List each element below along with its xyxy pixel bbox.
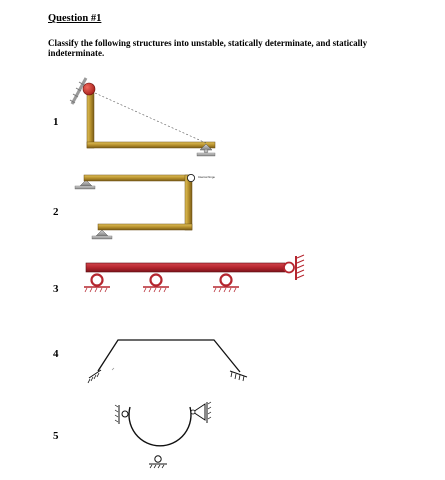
left-inclined-support — [88, 370, 101, 383]
dashed-reference-line — [95, 93, 206, 143]
bottom-horizontal-member — [98, 224, 192, 230]
structure-number-2: 2 — [53, 206, 59, 218]
bottom-left-support — [92, 230, 112, 239]
arch-member — [129, 407, 191, 446]
horizontal-member — [87, 142, 215, 148]
fixed-support — [284, 255, 304, 280]
roller-support-3 — [213, 275, 239, 293]
structure-2-frame — [75, 174, 195, 239]
left-roller-support — [115, 405, 128, 424]
frame-members — [98, 340, 240, 372]
red-beam — [86, 263, 285, 272]
right-inclined-support — [230, 371, 247, 381]
structure-4-frame — [88, 340, 247, 383]
structure-number-1: 1 — [53, 116, 59, 128]
structure-1-frame — [70, 78, 215, 156]
top-pin-joint — [83, 83, 95, 95]
structure-number-4: 4 — [53, 348, 59, 360]
right-vertical-member — [185, 175, 192, 230]
roller-support-1 — [84, 275, 110, 293]
structure-5-arch — [115, 402, 211, 468]
vertical-member — [87, 90, 94, 148]
internal-hinge-label: Internal hinge — [198, 175, 215, 179]
right-pin-support — [191, 402, 211, 423]
question-instructions: Classify the following structures into unstable, statically determinate, and statically indeterminate. — [48, 38, 368, 58]
roller-support-2 — [143, 275, 169, 293]
bottom-roller-support — [149, 456, 167, 468]
structure-3-beam — [84, 255, 304, 292]
structure-number-3: 3 — [53, 283, 59, 295]
internal-hinge — [187, 174, 194, 181]
top-horizontal-member — [84, 175, 192, 181]
top-left-support — [75, 180, 95, 189]
structure-number-5: 5 — [53, 430, 59, 442]
question-heading: Question #1 — [48, 13, 102, 24]
